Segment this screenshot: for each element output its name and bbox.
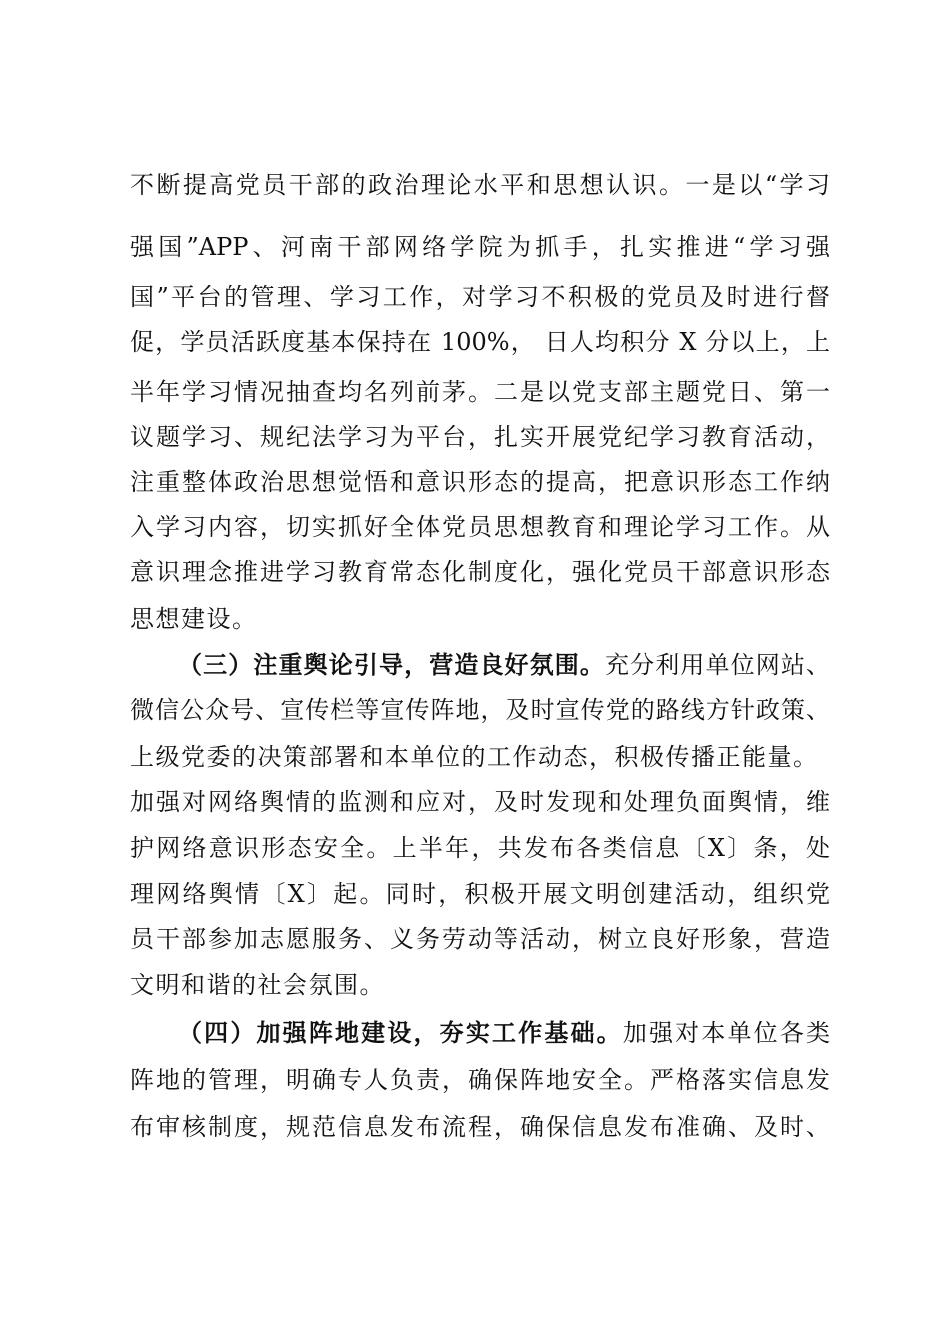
paragraph-line: 入学习内容，切实抓好全体党员思想教育和理论学习工作。从 [130, 513, 830, 541]
paragraph-line: 不断提高党员干部的政治理论水平和思想认识。一是以“学习 [130, 171, 830, 199]
paragraph-line: 注重整体政治思想觉悟和意识形态的提高，把意识形态工作纳 [130, 468, 830, 496]
paragraph-first-line [178, 648, 830, 682]
section-heading: （四）加强阵地建设，夯实工作基础。 [178, 1018, 623, 1047]
paragraph-line: 意识理念推进学习教育常态化制度化，强化党员干部意识形态 [130, 558, 830, 586]
paragraph-line: 促，学员活跃度基本保持在 100%， 日人均积分 X 分以上，上 [130, 328, 830, 356]
paragraph-line: 微信公众号、宣传栏等宣传阵地，及时宣传党的路线方针政策、 [130, 696, 830, 724]
paragraph-line: 护网络意识形态安全。上半年，共发布各类信息〔X〕条，处 [130, 834, 830, 862]
paragraph-line: 员干部参加志愿服务、义务劳动等活动，树立良好形象，营造 [130, 925, 830, 953]
paragraph-line: 阵地的管理，明确专人负责，确保阵地安全。严格落实信息发 [130, 1066, 830, 1094]
paragraph-line: 布审核制度，规范信息发布流程，确保信息发布准确、及时、 [130, 1113, 830, 1141]
paragraph-line: 思想建设。 [130, 605, 258, 633]
paragraph-line: 强国”APP、河南干部网络学院为抓手，扎实推进“学习强 [130, 233, 830, 261]
paragraph-line: 理网络舆情〔X〕起。同时，积极开展文明创建活动，组织党 [130, 880, 830, 908]
paragraph-line: 半年学习情况抽查均名列前茅。二是以党支部主题党日、第一 [130, 378, 830, 406]
paragraph-line: 上级党委的决策部署和本单位的工作动态，积极传播正能量。 [130, 743, 819, 771]
paragraph-line: 国”平台的管理、学习工作，对学习不积极的党员及时进行督 [130, 283, 830, 311]
section-heading: （三）注重舆论引导，营造良好氛围。 [178, 650, 606, 679]
paragraph-line: 加强对网络舆情的监测和应对，及时发现和处理负面舆情，维 [130, 788, 830, 816]
paragraph-text: 加强对本单位各类 [622, 1019, 831, 1047]
paragraph-line: 文明和谐的社会氛围。 [130, 971, 385, 999]
paragraph-first-line [178, 1016, 830, 1050]
paragraph-line: 议题学习、规纪法学习为平台，扎实开展党纪学习教育活动， [130, 423, 830, 451]
paragraph-text: 充分利用单位网站、 [605, 651, 831, 679]
